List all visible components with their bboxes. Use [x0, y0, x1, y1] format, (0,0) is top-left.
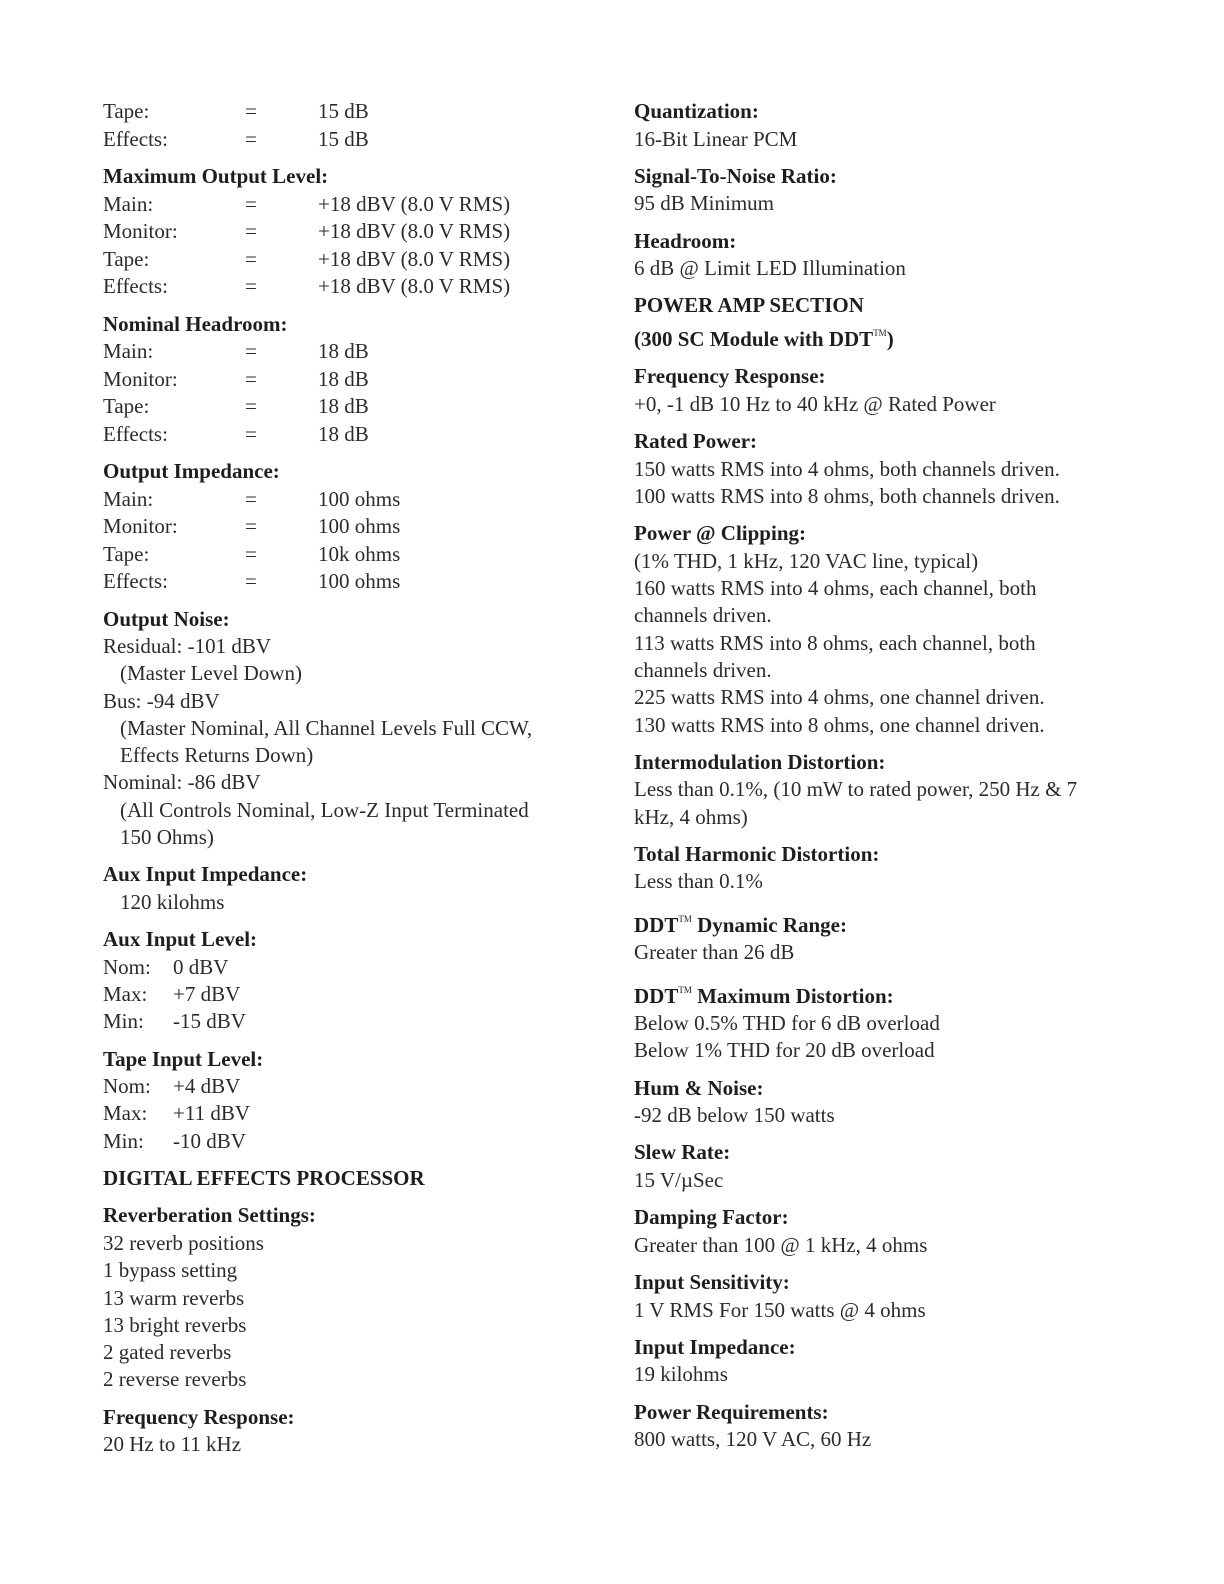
spec-line: 20 Hz to 11 kHz [103, 1432, 242, 1457]
slew-rate-section [634, 1139, 1194, 1194]
section-heading: Tape Input Level: [103, 1046, 264, 1071]
section-heading: Aux Input Level: [103, 927, 258, 952]
spec-line: 1 V RMS For 150 watts @ 4 ohms [634, 1297, 926, 1322]
section-heading: Damping Factor: [634, 1205, 789, 1230]
spec-note: Effects Returns Down) [120, 743, 314, 768]
input-impedance-section [634, 1334, 1194, 1389]
section-heading: Quantization: [634, 99, 759, 123]
trademark-mark: TM [873, 327, 887, 338]
section-heading: Input Sensitivity: [634, 1270, 790, 1295]
section-heading: DDT™ Dynamic Range: [634, 912, 847, 937]
rated-power-section [634, 428, 1194, 510]
spec-line: Greater than 100 @ 1 kHz, 4 ohms [634, 1232, 928, 1257]
top-rows [103, 98, 593, 153]
spec-line: channels driven. [634, 657, 772, 682]
section-title: POWER AMP SECTION [634, 293, 864, 318]
spec-row: Main: = 18 dB [103, 339, 369, 363]
ddt-range-section [634, 906, 1194, 967]
spec-note: 150 Ohms) [120, 825, 214, 850]
snr-section [634, 163, 1194, 218]
section-heading: DDT™ Maximum Distortion: [634, 983, 894, 1008]
spec-line: Below 1% THD for 20 dB overload [634, 1038, 935, 1063]
left-column [103, 98, 593, 1469]
max-output-section [103, 163, 593, 301]
spec-row: Main: = 100 ohms [103, 486, 401, 511]
section-heading: Total Harmonic Distortion: [634, 841, 880, 866]
section-heading: Hum & Noise: [634, 1075, 764, 1100]
section-subtitle: (300 SC Module with DDT™) [634, 326, 894, 351]
aux-input-impedance-section [103, 861, 593, 916]
spec-line: 2 gated reverbs [103, 1340, 232, 1365]
spec-line: 100 watts RMS into 8 ohms, both channels driven. [634, 483, 1060, 508]
spec-row: Tape: = 18 dB [103, 394, 369, 418]
spec-row: Max: +11 dBV [103, 1101, 250, 1126]
section-title: DIGITAL EFFECTS PROCESSOR [103, 1165, 425, 1190]
spec-note: (Master Level Down) [120, 661, 302, 686]
spec-line: 32 reverb positions [103, 1230, 264, 1255]
amp-freq-response-section [634, 363, 1194, 418]
spec-row: Min: -15 dBV [103, 1009, 246, 1034]
section-heading: Nominal Headroom: [103, 311, 288, 336]
section-heading: Intermodulation Distortion: [634, 749, 886, 774]
spec-line: Nominal: -86 dBV [103, 770, 261, 795]
section-heading: Reverberation Settings: [103, 1203, 316, 1228]
section-heading: Maximum Output Level: [103, 164, 329, 188]
spec-line: -92 dB below 150 watts [634, 1103, 835, 1128]
dep-title-section [103, 1165, 593, 1193]
spec-line: 13 warm reverbs [103, 1285, 245, 1310]
spec-line: 113 watts RMS into 8 ohms, each channel, both [634, 630, 1036, 655]
spec-line: 16-Bit Linear PCM [634, 126, 798, 151]
spec-line: 1 bypass setting [103, 1258, 238, 1283]
spec-row: Tape: = 10k ohms [103, 541, 401, 566]
spec-line: Less than 0.1%, (10 mW to rated power, 250 Hz & 7 [634, 777, 1078, 802]
section-heading: Signal-To-Noise Ratio: [634, 163, 837, 188]
section-heading: Output Noise: [103, 606, 230, 631]
spec-row: Effects: = 100 ohms [103, 569, 401, 593]
trademark-mark: TM [678, 913, 692, 924]
spec-line: 160 watts RMS into 4 ohms, each channel, both [634, 576, 1037, 601]
input-sensitivity-section [634, 1269, 1194, 1324]
spec-row: Main: = +18 dBV (8.0 V RMS) [103, 191, 511, 216]
section-heading: Frequency Response: [634, 364, 826, 389]
spec-line: 800 watts, 120 V AC, 60 Hz [634, 1427, 872, 1452]
section-heading: Input Impedance: [634, 1334, 796, 1359]
spec-line: 15 V/µSec [634, 1167, 724, 1192]
spec-line: kHz, 4 ohms) [634, 804, 748, 829]
imd-section [634, 749, 1194, 831]
spec-row: Monitor: = 100 ohms [103, 514, 401, 538]
ddt-max-section [634, 977, 1194, 1065]
trademark-mark: TM [678, 984, 692, 995]
spec-row: Tape: = +18 dBV (8.0 V RMS) [103, 246, 511, 271]
section-heading: Aux Input Impedance: [103, 862, 308, 887]
section-heading: Headroom: [634, 228, 737, 253]
spec-row: Tape: = 15 dB [103, 99, 369, 123]
section-heading: Power Requirements: [634, 1399, 829, 1424]
hum-noise-section [634, 1075, 1194, 1130]
spec-line: 6 dB @ Limit LED Illumination [634, 256, 906, 281]
section-heading: Slew Rate: [634, 1140, 731, 1165]
nominal-headroom-section [103, 311, 593, 449]
spec-note: (All Controls Nominal, Low-Z Input Terminated [120, 797, 529, 822]
power-clipping-section [634, 520, 1194, 739]
spec-row: Effects: = +18 dBV (8.0 V RMS) [103, 274, 511, 298]
spec-row: Monitor: = 18 dB [103, 366, 369, 391]
reverb-section [103, 1202, 593, 1393]
spec-row: Nom: +4 dBV [103, 1074, 241, 1099]
spec-row: Monitor: = +18 dBV (8.0 V RMS) [103, 219, 511, 243]
spec-line: (1% THD, 1 kHz, 120 VAC line, typical) [634, 548, 979, 573]
spec-line: 130 watts RMS into 8 ohms, one channel driven. [634, 712, 1045, 737]
spec-line: channels driven. [634, 603, 772, 628]
aux-input-level-section [103, 926, 593, 1035]
section-heading: Power @ Clipping: [634, 521, 806, 546]
spec-line: 95 dB Minimum [634, 191, 775, 216]
output-noise-section [103, 606, 593, 852]
thd-section [634, 841, 1194, 896]
dep-freq-response-section [103, 1404, 593, 1459]
spec-line: 2 reverse reverbs [103, 1367, 247, 1392]
spec-line: +0, -1 dB 10 Hz to 40 kHz @ Rated Power [634, 391, 996, 416]
spec-row: Nom: 0 dBV [103, 954, 229, 979]
headroom-section [634, 228, 1194, 283]
power-amp-title-section [634, 292, 1194, 353]
power-req-section [634, 1399, 1194, 1454]
right-column [634, 98, 1194, 1463]
damping-section [634, 1204, 1194, 1259]
spec-line: 120 kilohms [120, 889, 225, 914]
spec-line: Bus: -94 dBV [103, 688, 220, 713]
spec-row: Min: -10 dBV [103, 1128, 246, 1153]
spec-row: Max: +7 dBV [103, 981, 241, 1006]
spec-line: Less than 0.1% [634, 869, 763, 894]
spec-row: Effects: = 18 dB [103, 421, 369, 446]
section-heading: Rated Power: [634, 429, 758, 454]
spec-line: 150 watts RMS into 4 ohms, both channels driven. [634, 456, 1060, 481]
spec-line: Residual: -101 dBV [103, 634, 271, 658]
section-heading: Frequency Response: [103, 1404, 295, 1429]
spec-line: 225 watts RMS into 4 ohms, one channel driven. [634, 685, 1045, 710]
spec-note: (Master Nominal, All Channel Levels Full CCW, [120, 715, 533, 740]
section-heading: Output Impedance: [103, 459, 280, 483]
spec-line: 19 kilohms [634, 1362, 728, 1387]
spec-line: Below 0.5% THD for 6 dB overload [634, 1011, 940, 1036]
spec-line: Greater than 26 dB [634, 940, 795, 965]
spec-row: Effects: = 15 dB [103, 126, 369, 151]
spec-line: 13 bright reverbs [103, 1312, 247, 1337]
output-impedance-section [103, 458, 593, 596]
tape-input-level-section [103, 1046, 593, 1155]
quantization-section [634, 98, 1194, 153]
